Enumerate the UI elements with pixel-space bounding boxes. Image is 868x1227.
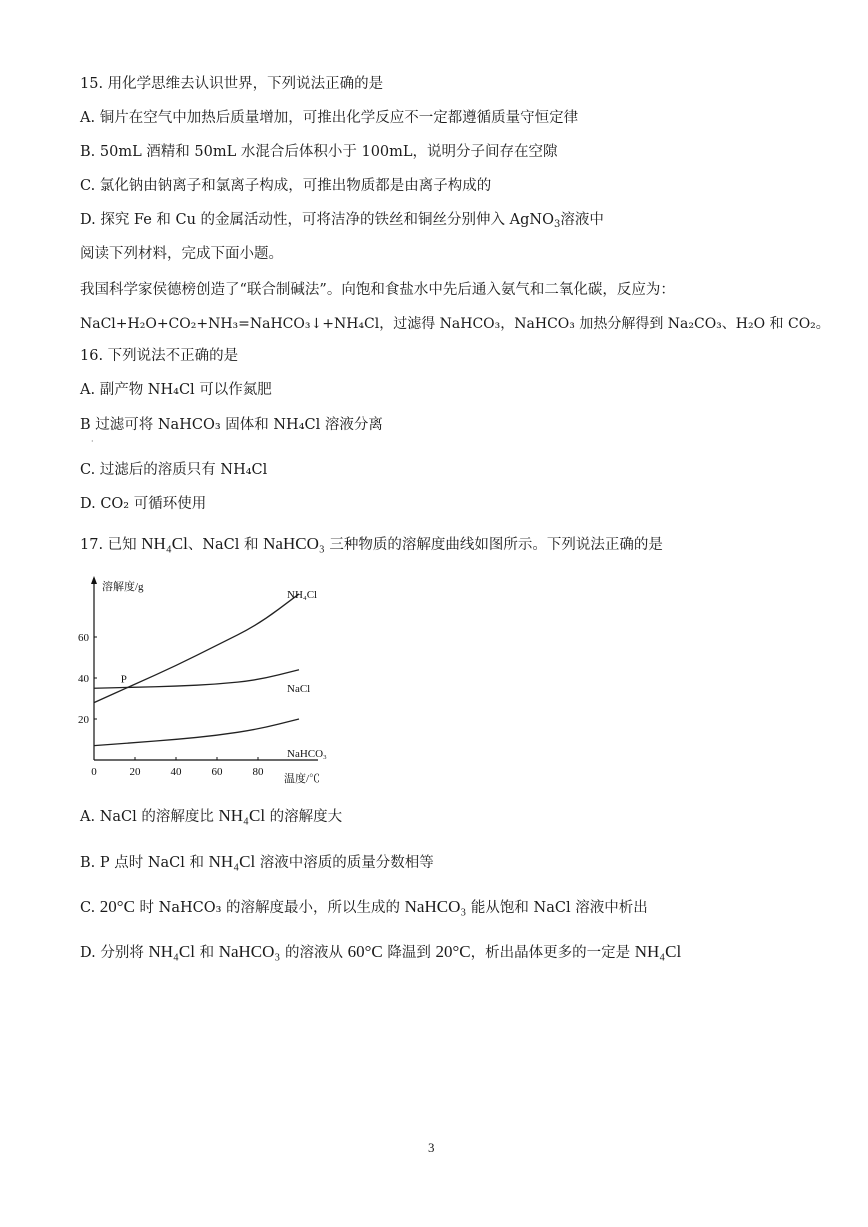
- x-tick-label: 20: [129, 766, 141, 778]
- material-intro: 阅读下列材料，完成下面小题。: [80, 246, 283, 262]
- page-number: 3: [428, 1140, 435, 1155]
- y-tick-label: 20: [78, 714, 89, 726]
- q16-option-c: C. 过滤后的溶质只有 NH₄Cl: [80, 462, 268, 478]
- q15-option-c: C. 氯化钠由钠离子和氯离子构成，可推出物质都是由离子构成的: [80, 178, 492, 194]
- q15-option-b: B. 50mL 酒精和 50mL 水混合后体积小于 100mL，说明分子间存在空隙: [80, 144, 558, 160]
- x-axis-label: 温度/℃: [284, 773, 321, 785]
- series-line-1: [94, 594, 299, 703]
- y-axis-arrow: [91, 576, 97, 584]
- material-paragraph: 我国科学家侯德榜创造了“联合制碱法”。向饱和食盐水中先后通入氨气和二氧化碳，反应为：: [80, 282, 675, 298]
- q17-stem: 17. 已知 NH₄Cl、NaCl 和 NaHCO₃ 三种物质的溶解度曲线如图所示。下列说法正确的是: [80, 534, 663, 553]
- reaction-equation: NaCl+H₂O+CO₂+NH₃=NaHCO₃↓+NH₄Cl，过滤得 NaHCO₃，NaHCO₃ 加热分解得到 Na₂CO₃、H₂O 和 CO₂。: [80, 316, 830, 332]
- x-tick-label: 60: [211, 766, 223, 778]
- solubility-chart: [68, 570, 358, 795]
- y-axis-label: 溶解度/g: [102, 581, 144, 593]
- x-tick-label: 0: [91, 766, 97, 778]
- q16-option-b: B 过滤可将 NaHCO₃ 固体和 NH₄Cl 溶液分离: [80, 417, 383, 433]
- q17-option-c: C. 20°C 时 NaHCO₃ 的溶解度最小，所以生成的 NaHCO₃ 能从饱和 NaCl 溶液中析出: [80, 897, 648, 916]
- q16-stem: 16. 下列说法不正确的是: [80, 348, 239, 364]
- q17-option-b: B. P 点时 NaCl 和 NH₄Cl 溶液中溶质的质量分数相等: [80, 852, 434, 871]
- q17-option-a: A. NaCl 的溶解度比 NH₄Cl 的溶解度大: [80, 806, 343, 825]
- q16-option-a: A. 副产物 NH₄Cl 可以作氮肥: [80, 382, 272, 398]
- series-line-3: [94, 719, 299, 746]
- point-p-label: P: [120, 673, 127, 686]
- y-tick-label: 40: [78, 673, 89, 685]
- q17-option-d: D. 分别将 NH₄Cl 和 NaHCO₃ 的溶液从 60°C 降温到 20°C，析出晶体更多的一定是 NH₄Cl: [80, 942, 682, 961]
- q15-stem: 15. 用化学思维去认识世界，下列说法正确的是: [80, 76, 384, 92]
- x-tick-label: 40: [170, 766, 182, 778]
- x-tick-label: 80: [252, 766, 264, 778]
- y-tick-label: 60: [78, 632, 89, 644]
- q15-option-d: D. 探究 Fe 和 Cu 的金属活动性，可将洁净的铁丝和铜丝分别伸入 AgNO$_3$溶液中: [80, 212, 604, 230]
- series-label-3: NaHCO₃: [287, 748, 327, 760]
- series-label-1: NH₄Cl: [287, 588, 318, 601]
- q15-option-a: A. 铜片在空气中加热后质量增加，可推出化学反应不一定都遵循质量守恒定律: [80, 110, 579, 126]
- stray-mark: ·: [91, 437, 94, 446]
- q16-option-d: D. CO₂ 可循环使用: [80, 496, 207, 512]
- series-label-2: NaCl: [287, 682, 311, 695]
